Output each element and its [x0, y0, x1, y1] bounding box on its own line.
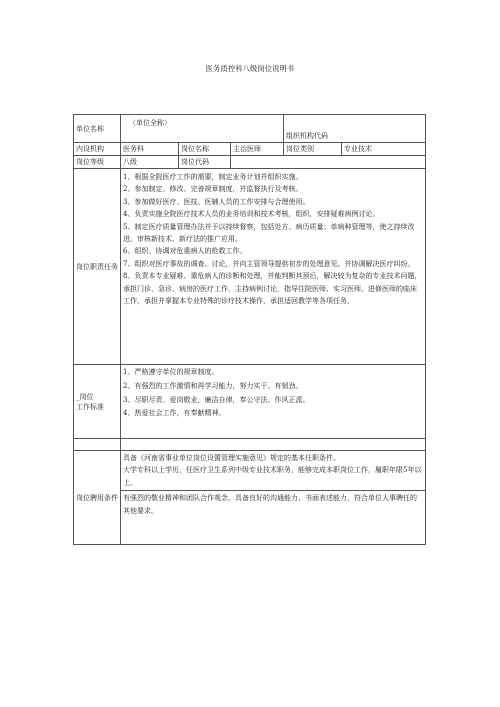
job-description-table [73, 114, 426, 545]
standards-label-line-1: _岗位 [76, 392, 94, 401]
row-duties [74, 169, 426, 365]
requirement-item: 有强烈的敬业精神和团队合作观念，具备良好的沟通能力、书面表述能力，符合单位人事聘任的其他要求。 [123, 494, 417, 515]
document-title: 医务质控科八级岗位说明书 [205, 64, 295, 73]
requirement-item: 具备《河南省事业单位岗位设置管理实施意见》规定的基本任职条件。 [123, 454, 340, 462]
dept-value: 医务科 [121, 143, 179, 156]
post-code-label: 岗位代码 [179, 156, 231, 169]
row-level [74, 156, 426, 169]
standard-item: 3、尽职尽责、爱岗敬业，廉洁自律，奉公守法、作风正派。 [123, 395, 310, 404]
unit-name-value: （单位全称） [121, 115, 284, 143]
post-code-value [231, 156, 426, 169]
standard-item: 2、有强烈的工作激情和再学习能力，努力实干、有韧劲。 [123, 381, 303, 390]
duty-item: 3、参加做好医疗、医技、医辅人员的工作安排与合理使用。 [123, 197, 310, 206]
standards-label-line-2: 工作标准 [76, 402, 104, 411]
standards-label [74, 365, 121, 439]
duty-item: 7、组织对医疗事故的调查、讨论，并向主管领导提供初步的处理意见。并协调解决医疗纠纷。 [123, 259, 415, 268]
standard-item: 4、热爱社会工作，有奉献精神。 [123, 409, 226, 418]
post-name-value: 主治医师 [231, 143, 284, 156]
duty-item: 4、负责实施全院医疗技术人员的业务培训和技术考核，组织，安排疑难病例讨论。 [123, 210, 380, 219]
requirements-label: 岗位聘用条件 [74, 451, 121, 545]
row-standards [74, 365, 426, 439]
requirements-cell [121, 451, 426, 545]
post-category-label: 岗位类别 [284, 143, 342, 156]
duties-label: 岗位职责任务 [74, 169, 121, 365]
row-spacer [74, 439, 426, 451]
duty-item: 5、制定医疗质量管理办法并予以持续督察，包括处方、病历质量；单病种管理等，使之持续改进。审核新技术、新疗法的推广应用。 [123, 222, 415, 244]
spacer-cell [121, 439, 426, 451]
post-name-label: 岗位名称 [179, 143, 231, 156]
duty-item: 1、根据全院医疗工作的需要，制定业务计划并组织实施。 [123, 173, 303, 181]
requirement-item: 大学专科以上学历，任医疗卫生系列中级专业技术职务，能够完成本职岗位工作，履职年限5年以上。 [121, 464, 425, 491]
unit-name-label: 单位名称 [74, 115, 121, 143]
post-category-value: 专业技术 [342, 143, 426, 156]
duty-item: 2、参加制定、修改、完善规章制度，并监督执行及考核。 [123, 185, 303, 194]
row-dept [74, 143, 426, 156]
standard-item: 1、严格遵守单位的规章制度。 [123, 368, 219, 376]
row-unit [74, 115, 426, 143]
duty-item: 8、负责本专业疑难、重危病人的诊断和处理，并能判断其预后，解决较为复杂的专业技术问题，承担门诊、急诊、病房的医疗工作，主持病例讨论，指导住院医师、实习医师、进修医师的临床工作，承担并掌握本专业特殊的诊疗技术操作，承担适回教学等各项任务。 [123, 272, 422, 306]
post-level-value: 八级 [121, 156, 179, 169]
dept-label: 内设机构 [74, 143, 121, 156]
post-level-label: 岗位等级 [74, 156, 121, 169]
duties-cell [121, 169, 426, 365]
row-requirements [74, 451, 426, 545]
spacer-cell [74, 439, 121, 451]
standards-cell [121, 365, 426, 439]
org-code-label: 组织机构代码 [284, 115, 426, 143]
duty-item: 6、组织、协调对危重病人的抢救工作。 [123, 247, 247, 256]
